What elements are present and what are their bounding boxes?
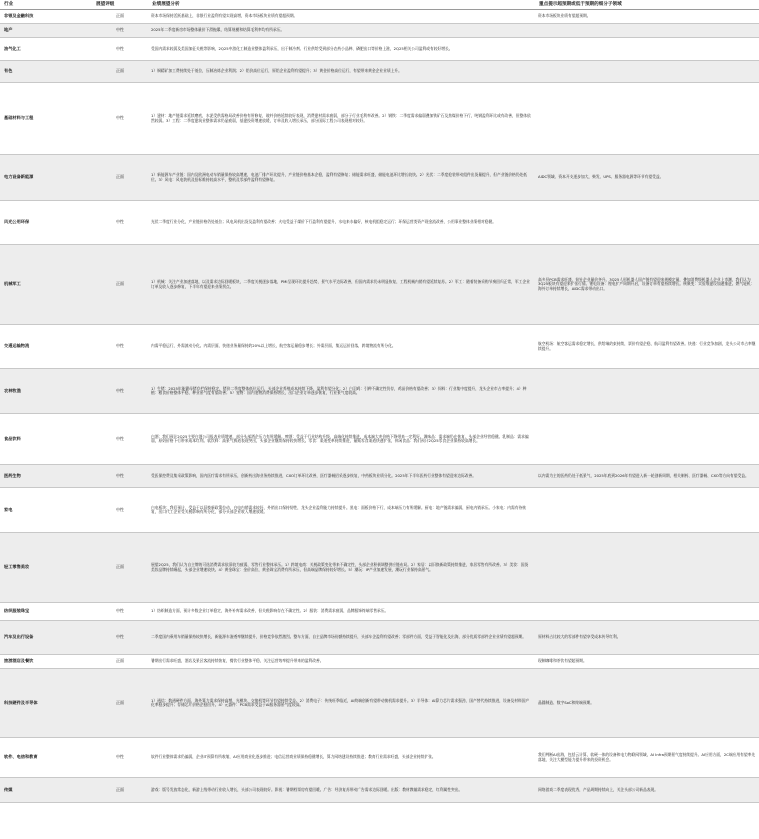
rating-cell: 正面: [92, 10, 148, 24]
industry-cell: 油气化工: [0, 38, 92, 61]
table-row: [0, 369, 759, 414]
subsector-cell: [535, 61, 759, 83]
industry-cell: 家电: [0, 488, 92, 533]
analysis-cell: 受医保控费及集采政策影响，国内医疗需求有所承压，创新药出海业务持续推进，CXO订单环比改善，医疗器械招采逐步恢复，中药板块业绩分化。2025年下半年医药行业整体有望迎来边际改善。: [148, 465, 535, 488]
industry-cell: 传媒: [0, 778, 92, 803]
analysis-cell: 光伏二季度行业分化，产业链价格仍处低位；风电风机出货及盈利有望改善；火电受益于煤价下行盈利有望提升，水电来水偏好，核电机组稳定运行；环保运营类资产现金流改善，公用事业整体业绩相对稳健。: [148, 201, 535, 245]
analysis-cell: 1）通信：数通硬件方面，海外算力需求保持高增，光模块、交换机等环节有望持续受益。2）消费电子：传统旺季临近，AI终端创新有望带动换机需求提升。3）半导体：AI算力芯片需求强劲，国产替代持续推进，设备及材料国产化率稳步提升；存储芯片价格企稳回升。4）元器件：PCB需求受益于AI服务器景气度较高。: [148, 669, 535, 738]
analysis-cell: 1）铜精矿加工费持续处于低位，压制冶炼企业利润；2）铝价高位运行，原铝企业盈利有望提升；3）黄金价格高位运行，有望带来黄金企业业绩上升。: [148, 61, 535, 83]
rating-cell: 中性: [92, 488, 148, 533]
table-row: [0, 738, 759, 778]
subsector-cell: 原材料占比较大的零部件有望享受成本传导红利。: [535, 621, 759, 655]
rating-cell: 正面: [92, 245, 148, 325]
analysis-cell: 白酒：我们预计2Q25主要白酒公司报表业绩增速，部分头部酒企压力有所缓解。啤酒：受益于行业结构升级，高端化持续推进，成本端大麦价格下降带来一定利好。调味品：需求端仍在恢复，头部企业经营稳健。乳制品：需求偏弱，原奶价格下行带来成本红利。软饮料：高景气赛道表现突出，头部企业继续保持较快增长。零食：渠道变革持续推进，量贩零食渠道快速扩张，休闲食品：我们预计2Q25零食企业保持较高增长。: [148, 414, 535, 465]
rating-cell: 正面: [92, 655, 148, 669]
header-industry: 行业: [0, 0, 92, 10]
rating-cell: 正面: [92, 533, 148, 603]
rating-cell: 中性: [92, 83, 148, 155]
table-header-row: [0, 0, 759, 10]
table-row: [0, 414, 759, 465]
rating-cell: 正面: [92, 155, 148, 201]
subsector-cell: AIDC领域、资本开支逐步加大，柴发、UPS、服务器电源等环节有望受益。: [535, 155, 759, 201]
table-row: [0, 465, 759, 488]
analysis-cell: 1）生猪：2025年能繁母猪存栏保持稳定，猪价二季度整体低位运行，头部企业养殖成本持续下降，盈利有望分化；2）白羽鸡：引种不确定性仍存，鸡苗价格有望改善；3）饲料：行业集中度提升，龙头企业市占率提升；4）种植：粮食价格整体平稳，种业景气度有望改善；5）宠物：国内宠物消费保持增长，出口企业订单逐步恢复，行业景气度较高。: [148, 369, 535, 414]
analysis-cell: 暑期出行需求旺盛，酒店及景区客流持续恢复，餐饮行业整体平稳，关注运营效率提升带来的盈利改善。: [148, 655, 535, 669]
table-row: [0, 488, 759, 533]
subsector-cell: [535, 603, 759, 621]
industry-cell: 软件、电信和教育: [0, 738, 92, 778]
analysis-cell: 资本市场保持活跃基础上，非银行业盈利有望实现高增，资本市场板块业绩有望超预期。: [148, 10, 535, 24]
industry-cell: 医药生物: [0, 465, 92, 488]
industry-cell: 电力设备新能源: [0, 155, 92, 201]
industry-cell: 农林牧渔: [0, 369, 92, 414]
industry-cell: 机械军工: [0, 245, 92, 325]
industry-cell: 地产: [0, 24, 92, 38]
table-row: [0, 603, 759, 621]
industry-cell: 基础材料与工程: [0, 83, 92, 155]
rating-cell: 中性: [92, 603, 148, 621]
analysis-cell: 二季度国内乘用车销量保持较快增长，新能源车渗透率继续提升，价格竞争依然激烈。整车方面，自主品牌市场份额持续提升，头部车企盈利有望改善；零部件方面，受益于智能化及出海，部分优质零部件企业业绩有望超预期。: [148, 621, 535, 655]
industry-cell: 风光公用环保: [0, 201, 92, 245]
subsector-cell: 航空机场：航空客运需求稳定增长，供给端约束持续，票价有望企稳，航司盈利有望改善。快递：行业竞争加剧，龙头公司市占率继续提升。: [535, 325, 759, 369]
subsector-cell: 以内需为主的医药仍处于低景气，2025年底到2026年有望进入新一轮创新周期，相关制药、医疗器械、CXO等方向有望受益。: [535, 465, 759, 488]
subsector-cell: 资本市场板块业绩有望超预期。: [535, 10, 759, 24]
rating-cell: 正面: [92, 778, 148, 803]
table-row: [0, 325, 759, 369]
analysis-cell: 白电板块：我们预计，受益于以旧换新政策拉动，白电内销需求较好，外销出口保持韧性，龙头企业盈利能力持续提升。黑电：面板价格下行，成本端压力有所缓解。厨电：地产链需求偏弱，厨电内销承压。小家电：内需有待恢复，出口代工企业受关税影响有所分化，部分头部企业收入增速放缓。: [148, 488, 535, 533]
industry-cell: 科技硬件及半导体: [0, 669, 92, 738]
rating-cell: 中性: [92, 325, 148, 369]
rating-cell: 中性: [92, 24, 148, 38]
rating-cell: 正面: [92, 61, 148, 83]
industry-cell: 汽车及出行设备: [0, 621, 92, 655]
industry-cell: 纺织服装珠宝: [0, 603, 92, 621]
analysis-cell: 1）机械：关注产业加速落地，以及需求边际回暖板块，二季度关税逐步落地，PMI呈现环比提升趋势，景气水平边际改善，但国内需求仍未明显恢复，工程机械内销有望延续复苏。2）军工：随着装备采购节奏回归正常，军工企业订单及收入逐步修复，下半年有望迎来业绩拐点。: [148, 245, 535, 325]
analysis-cell: 游戏：版号发放常态化，新游上线带动行业收入增长，头部公司表现较好。影视：暑期档票房有望回暖。广告：经济复苏带动广告需求边际回暖。出版：教材教辅需求稳定，红利属性突出。: [148, 778, 535, 803]
subsector-cell: [535, 369, 759, 414]
table-row: [0, 201, 759, 245]
rating-cell: 正面: [92, 669, 148, 738]
rating-cell: 中性: [92, 465, 148, 488]
subsector-cell: 晶圆制造、数字SoC和终端预期。: [535, 669, 759, 738]
header-subsector: 重点提示超预期或低于预期的细分子领域: [535, 0, 759, 10]
industry-cell: 旅游酒店及餐饮: [0, 655, 92, 669]
analysis-cell: 展望2Q25，我们认为自主牌的可选消费需求依旧较为疲弱，零售行业整体承压。1）跨境电商：关税政策变化带来不确定性，头部企业积极调整供应链布局。2）家居：以旧换新政策持续推进，家居零售有所改善。3）美妆：国货美妆品牌持续崛起，头部企业增速较快。4）黄金珠宝：金价高位，黄金珠宝消费有所承压，但高端品牌保持较好增长。5）潮玩：IP产业加速发展，潮玩行业保持高景气。: [148, 533, 535, 603]
analysis-cell: 软件行业整体需求仍偏弱，企业IT预算有所收缩，AI应用商业化逐步推进；电信运营商业绩保持稳健增长，算力网络建设持续推进；教育行业需求旺盛，头部企业持续扩张。: [148, 738, 535, 778]
table-row: [0, 778, 759, 803]
rating-cell: 中性: [92, 201, 148, 245]
table-row: [0, 83, 759, 155]
table-row: [0, 155, 759, 201]
subsector-cell: [535, 24, 759, 38]
rating-cell: 中性: [92, 621, 148, 655]
subsector-cell: [535, 38, 759, 61]
table-row: [0, 669, 759, 738]
subsector-cell: [535, 488, 759, 533]
rating-cell: 中性: [92, 414, 148, 465]
table-row: [0, 38, 759, 61]
table-row: [0, 245, 759, 325]
table-row: [0, 61, 759, 83]
subsector-cell: 高多层PCB需求旺盛，钻针企业量价齐升。3Q25人形机器人国产链有望迎来规模定量，叠加消费级机器人企业上市潮，我们认为3Q25板块有望迎来扩张行情。锂电设备：锂电扩产周期开启，设备订单有望持续增长。核聚变：实验堆建设加速推进。燃气轮机：海外订单持续增长，AIDC需求带动出口。: [535, 245, 759, 325]
table-row: [0, 655, 759, 669]
header-analysis: 业绩展望分析: [148, 0, 535, 10]
header-rating: 展望评级: [92, 0, 148, 10]
industry-cell: 轻工零售美妆: [0, 533, 92, 603]
table-row: [0, 621, 759, 655]
industry-cell: 非银及金融科技: [0, 10, 92, 24]
analysis-cell: 1）纺织制造方面，预计多数企业订单稳定，海外补库需求改善，但关税影响存在不确定性。2）服装：消费需求疲弱，品牌服饰终端零售承压。: [148, 603, 535, 621]
table-body: [0, 10, 759, 803]
subsector-cell: [535, 533, 759, 603]
table-row: [0, 533, 759, 603]
subsector-cell: [535, 414, 759, 465]
analysis-cell: 内需平稳运行，外需波动分化。内需层面，快递业务量保持约20%以上增长，航空客运量稳步增长；外需层面，集运运价回落，跨境物流有所分化。: [148, 325, 535, 369]
rating-cell: 中性: [92, 738, 148, 778]
industry-cell: 交通运输物流: [0, 325, 92, 369]
subsector-cell: 现制咖啡和茶饮有望超预期。: [535, 655, 759, 669]
subsector-cell: 网络游戏二季度表现优秀，产品周期持续向上，关注头部公司新品表现。: [535, 778, 759, 803]
subsector-cell: [535, 201, 759, 245]
analysis-cell: 1）新能源车产业链：国内及欧洲电动车销量保持较高增速，电池厂排产环比提升，产业链价格基本企稳，盈利有望修复；储能需求旺盛，储能电池环比增长较快。2）光伏：二季度抢装带动组件出货量提升，但产业链价格仍处低位。3）风电：风电装机及招标维持较高水平，整机及零部件盈利有望修复。: [148, 155, 535, 201]
table-row: [0, 10, 759, 24]
analysis-cell: 受国内需求较弱及美国加征关税等影响，2Q25中游化工制造业整体盈利承压，出于制冷剂、行业供给受到部分农药小品种、磷肥出口等价格上涨，2Q25相关公司盈利或有较好增长。: [148, 38, 535, 61]
rating-cell: 中性: [92, 38, 148, 61]
industry-cell: 有色: [0, 61, 92, 83]
subsector-cell: [535, 83, 759, 155]
industry-cell: 食品饮料: [0, 414, 92, 465]
table-row: [0, 24, 759, 38]
rating-cell: 中性: [92, 369, 148, 414]
subsector-cell: 我们判断AI出海，包括云计算，软硬一体的设备和电力物联网领域，AI Infra预期景气度持续提升。AI应用方面，2C端应用有望率先落地，关注大模型能力提升带来的投资机会。: [535, 738, 759, 778]
analysis-cell: 1）建材：地产链需求延续磨底，水泥受供需格局改善价格有所修复，玻纤价格延续较好表现，消费建材需求疲弱，部分子行业毛利率改善。2）钢铁：二季度需求偏弱叠加铁矿石及焦煤价格下行，吨钢盈利环比或有改善，但整体依然较弱。3）工程：二季度建筑业整体需求仍显疲弱，基建投资增速放缓，订单及收入增长承压，部分国际工程公司表现相对较好。: [148, 83, 535, 155]
analysis-cell: 2025年二季度新房市场整体量价下滑拖累，结算规模和结算毛利率均有所承压。: [148, 24, 535, 38]
